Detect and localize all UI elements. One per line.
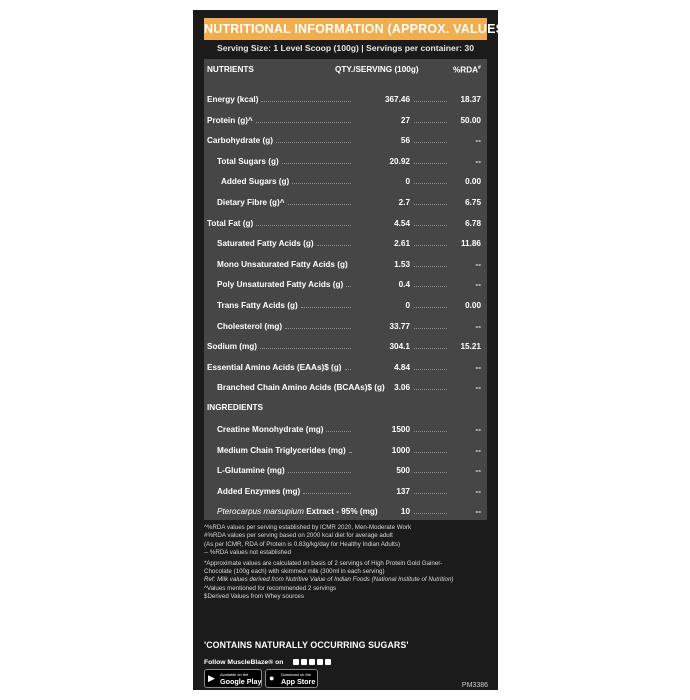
- rda-value: 18.37: [460, 95, 481, 104]
- rda-value: --: [475, 156, 481, 166]
- leader-dots: [414, 204, 447, 205]
- leader-dots: [282, 163, 351, 164]
- rda-value: --: [475, 136, 481, 146]
- follow-text: Follow MuscleBlaze® on: [204, 659, 284, 666]
- nutrient-name: Poly Unsaturated Fatty Acids (g): [217, 280, 344, 290]
- youtube-icon[interactable]: [309, 659, 315, 665]
- qty-value: 4.54: [394, 218, 410, 228]
- leader-dots: [414, 431, 447, 432]
- leader-dots: [414, 245, 447, 246]
- nutrient-name: Branched Chain Amino Acids (BCAAs)$ (g): [217, 383, 385, 393]
- leader-dots: [414, 328, 447, 329]
- nutrient-name: Carbohydrate (g): [207, 136, 273, 146]
- play-icon: ▶: [208, 673, 215, 683]
- qty-value: 0.4: [398, 280, 410, 290]
- leader-dots: [292, 183, 351, 184]
- leader-dots: [285, 328, 351, 329]
- footnote-line: ^%RDA values per serving established by ICMR 2020, Men-Moderate Work: [204, 524, 412, 531]
- nutrient-row: [204, 295, 487, 316]
- qty-value: 0: [405, 177, 410, 187]
- footnotes: [204, 524, 494, 602]
- qty-value: 4.84: [394, 362, 410, 372]
- footnote-line: *Approximate values are calculated on basis of 2 servings of High Protein Gold Gainer-: [204, 559, 443, 567]
- nutrient-name: Mono Unsaturated Fatty Acids (g): [217, 259, 348, 269]
- qty-value: 3.06: [394, 383, 410, 393]
- nutrient-row: [204, 377, 487, 398]
- qty-value: 367.46: [384, 95, 410, 104]
- leader-dots: [414, 101, 447, 102]
- facebook-icon[interactable]: [301, 659, 307, 665]
- leader-dots: [303, 493, 351, 494]
- leader-dots: [414, 142, 447, 143]
- serving-info: Serving Size: 1 Level Scoop (100g) | Servings per container: 30: [217, 43, 474, 53]
- nutrient-row: [204, 274, 487, 295]
- rda-value: 6.78: [465, 218, 481, 228]
- nutrient-row: [204, 171, 487, 192]
- nutrient-name: Energy (kcal): [207, 95, 259, 104]
- ingredients-header: INGREDIENTS: [207, 403, 263, 412]
- qty-value: 1500: [391, 425, 410, 434]
- nutrient-row: [204, 254, 487, 275]
- leader-dots: [326, 431, 351, 432]
- rda-value: 6.75: [465, 198, 481, 207]
- product-code: PM3386: [461, 682, 488, 689]
- rda-header: %RDA#: [453, 65, 481, 75]
- leader-dots: [288, 472, 351, 473]
- leader-dots: [414, 286, 447, 287]
- nutrient-name: Pterocarpus marsupium Extract - 95% (mg): [217, 507, 378, 517]
- qty-value: 137: [396, 486, 410, 496]
- leader-dots: [346, 286, 351, 287]
- rda-value: 11.86: [460, 239, 481, 249]
- rda-value: --: [475, 280, 481, 290]
- twitter-icon[interactable]: [317, 659, 323, 665]
- google-play-badge[interactable]: ▶ Available on the Google Play: [204, 669, 262, 688]
- nutrient-name: Dietary Fibre (g)^: [217, 198, 285, 207]
- leader-dots: [414, 452, 447, 453]
- nutrient-row: [204, 89, 487, 110]
- rda-value: 0.00: [465, 177, 481, 187]
- footnote-line: -- %RDA values not established: [204, 549, 292, 557]
- ingredient-row: [204, 460, 487, 481]
- leader-dots: [414, 163, 447, 164]
- qty-value: 500: [396, 466, 410, 476]
- leader-dots: [301, 307, 351, 308]
- footnote-line: (As per ICMR, RDA of Protein is 0.83g/kg/day for Healthy Indian Adults): [204, 540, 401, 548]
- leader-dots: [261, 101, 351, 102]
- nutrient-name: L-Glutamine (mg): [217, 466, 285, 476]
- leader-dots: [256, 225, 351, 226]
- rda-value: 50.00: [460, 115, 481, 125]
- ingredient-row: [204, 440, 487, 461]
- qty-header: QTY./SERVING (100g): [335, 65, 419, 74]
- nutrient-name: Protein (g)^: [207, 115, 253, 125]
- nutrient-row: [204, 336, 487, 357]
- app-store-badge[interactable]: ● Download on the App Store: [265, 669, 318, 688]
- nutrition-panel: [193, 10, 513, 690]
- leader-dots: [276, 142, 351, 143]
- leader-dots: [414, 225, 447, 226]
- rda-value: 0.00: [465, 301, 481, 310]
- leader-dots: [260, 348, 351, 349]
- rda-value: --: [475, 425, 481, 434]
- nutrition-title: NUTRITIONAL INFORMATION (APPROX. VALUES):: [204, 18, 487, 40]
- rda-value: --: [475, 383, 481, 393]
- qty-value: 10: [400, 507, 410, 517]
- nutrient-name: Total Sugars (g): [217, 156, 279, 166]
- nutrient-row: [204, 233, 487, 254]
- leader-dots: [414, 472, 447, 473]
- qty-value: 2.7: [398, 198, 410, 207]
- footnote-line: ^Values mentioned for recommended 2 servings: [204, 584, 337, 592]
- rda-value: --: [475, 321, 481, 331]
- qty-value: 20.92: [389, 156, 410, 166]
- leader-dots: [414, 266, 447, 267]
- ingredient-row: [204, 501, 487, 522]
- nutrient-name: Added Enzymes (mg): [217, 486, 301, 496]
- nutrient-row: [204, 213, 487, 234]
- linkedin-icon[interactable]: [325, 659, 331, 665]
- footnote-line: Chocolate (100g each) with skimmed milk (300ml in each serving): [204, 568, 385, 576]
- leader-dots: [288, 204, 351, 205]
- ingredient-row: [204, 481, 487, 502]
- leader-dots: [317, 245, 351, 246]
- nutrient-name: Essential Amino Acids (EAAs)$ (g): [207, 362, 342, 372]
- nutrient-name: Sodium (mg): [207, 342, 258, 352]
- nutrient-name: Trans Fatty Acids (g): [217, 301, 298, 310]
- leader-dots: [256, 122, 351, 123]
- qty-value: 56: [400, 136, 410, 146]
- rda-value: 15.21: [460, 342, 481, 352]
- rda-value: --: [475, 259, 481, 269]
- apple-icon: ●: [269, 673, 275, 683]
- instagram-icon[interactable]: [293, 659, 299, 665]
- nutrient-name: Added Sugars (g): [221, 177, 290, 187]
- qty-value: 1000: [391, 445, 410, 455]
- qty-value: 0: [405, 301, 410, 310]
- nutrient-row: [204, 151, 487, 172]
- qty-value: 304.1: [389, 342, 410, 352]
- leader-dots: [414, 493, 447, 494]
- leader-dots: [414, 348, 447, 349]
- leader-dots: [414, 122, 447, 123]
- nutrient-name: Saturated Fatty Acids (g): [217, 239, 314, 249]
- qty-value: 2.61: [394, 239, 410, 249]
- ingredient-row: [204, 419, 487, 440]
- qty-value: 1.53: [394, 259, 410, 269]
- nutrient-name: Cholesterol (mg): [217, 321, 283, 331]
- rda-value: --: [475, 507, 481, 517]
- rda-value: --: [475, 445, 481, 455]
- leader-dots: [414, 389, 447, 390]
- rda-value: --: [475, 486, 481, 496]
- sugar-claim: 'CONTAINS NATURALLY OCCURRING SUGARS': [204, 640, 409, 650]
- nutrient-name: Creatine Monohydrate (mg): [217, 425, 324, 434]
- nutrients-header: NUTRIENTS: [207, 65, 254, 74]
- leader-dots: [414, 307, 447, 308]
- nutrient-row: [204, 357, 487, 378]
- qty-value: 27: [400, 115, 410, 125]
- leader-dots: [345, 369, 351, 370]
- rda-value: --: [475, 466, 481, 476]
- nutrient-row: [204, 110, 487, 131]
- leader-dots: [414, 513, 447, 514]
- qty-value: 33.77: [389, 321, 410, 331]
- footnote-line: #%RDA values per serving based on 2000 kcal diet for average adult: [204, 532, 393, 540]
- footnote-line: $Derived Values from Whey sources: [204, 593, 304, 601]
- leader-dots: [349, 452, 351, 453]
- nutrient-name: Total Fat (g): [207, 218, 254, 228]
- leader-dots: [414, 183, 447, 184]
- leader-dots: [414, 369, 447, 370]
- nutrient-name: Medium Chain Triglycerides (mg): [217, 445, 346, 455]
- rda-value: --: [475, 362, 481, 372]
- social-icons: [293, 659, 331, 665]
- nutrient-row: [204, 192, 487, 213]
- ref-note: Ref: Milk values derived from Nutritive Value of Indian Foods (National Institute of Nutrition): [204, 576, 454, 584]
- nutrient-row: [204, 130, 487, 151]
- nutrition-table: [204, 59, 487, 520]
- nutrient-row: [204, 316, 487, 337]
